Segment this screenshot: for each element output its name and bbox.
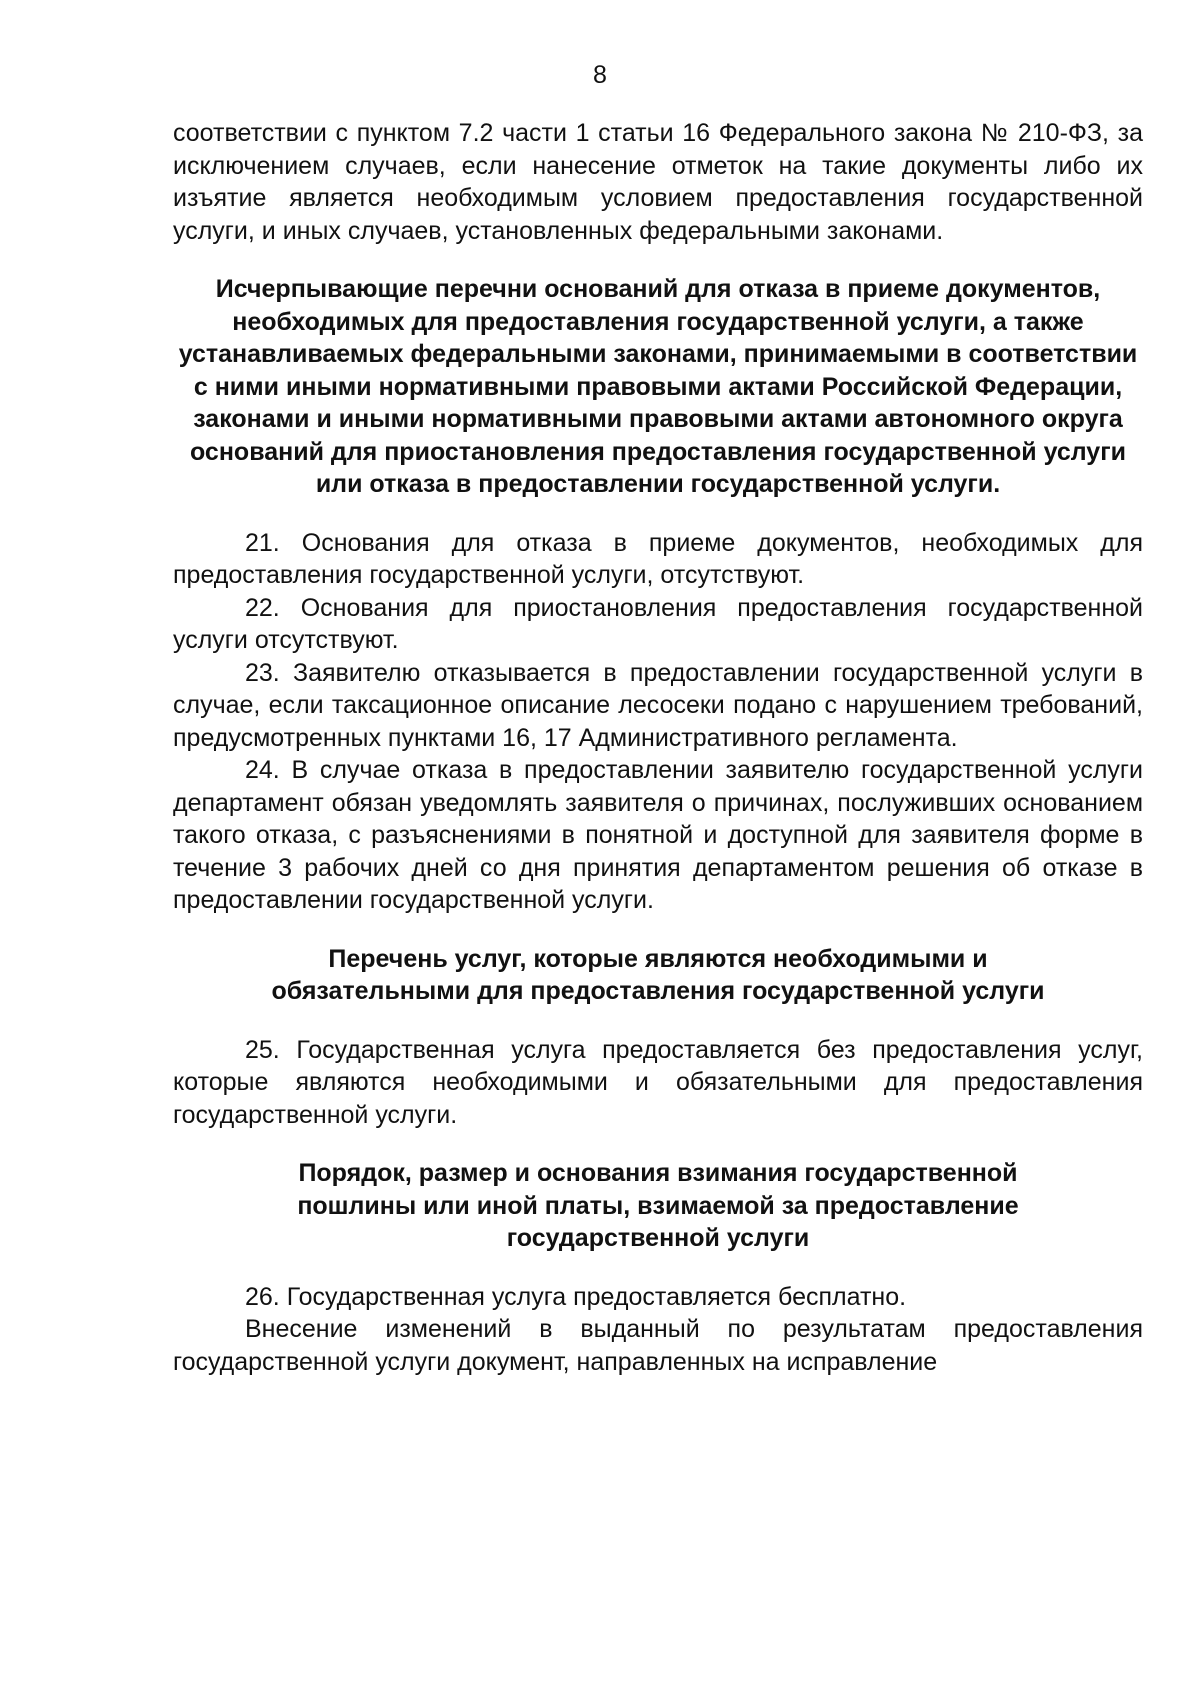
document-body <box>173 117 1143 1378</box>
page-number: 8 <box>593 61 607 89</box>
paragraph-25: 25. Государственная услуга предоставляется без предоставления услуг, которые являются необходимыми и обязательными для предоставления государственной услуги. <box>173 1035 1143 1129</box>
paragraph-21: 21. Основания для отказа в приеме документов, необходимых для предоставления государственной услуги, отсутствуют. <box>173 528 1143 589</box>
paragraph-26-continuation: Внесение изменений в выданный по результатам предоставления государственной услуги документ, направленных на исправление <box>173 1315 1143 1376</box>
paragraph-22: 22. Основания для приостановления предоставления государственной услуги отсутствуют. <box>173 593 1143 654</box>
paragraph-26: 26. Государственная услуга предоставляется бесплатно. <box>245 1282 907 1311</box>
intro-paragraph: соответствии с пунктом 7.2 части 1 статьи 16 Федерального закона № 210-ФЗ, за исключением случаев, если нанесение отметок на такие документы либо их изъятие является необходимым условием предоставления государственной услуги, и иных случаев, установленных федеральными законами. <box>173 119 1143 245</box>
paragraph-23: 23. Заявителю отказывается в предоставлении государственной услуги в случае, если таксационное описание лесосеки подано с нарушением требований, предусмотренных пунктами 16, 17 Административного регламента. <box>173 658 1143 752</box>
section-heading-fees: Порядок, размер и основания взимания государственной пошлины или иной платы, взимаемой за предоставление государственной услуги <box>297 1159 1019 1252</box>
paragraph-24: 24. В случае отказа в предоставлении заявителю государственной услуги департамент обязан уведомлять заявителя о причинах, послуживших основанием такого отказа, с разъяснениями в понятной и доступной для заявителя форме в течение 3 рабочих дней со дня принятия департаментом решения об отказе в предоставлении государственной услуги. <box>173 756 1143 914</box>
section-heading-refusal-grounds: Исчерпывающие перечни оснований для отказа в приеме документов, необходимых для предоставления государственной услуги, а также устанавливаемых федеральными законами, принимаемыми в соответствии с ними иными нормативными правовыми актами Российской Федерации, законами и иными нормативными правовыми актами автономного округа оснований для приостановления предоставления государственной услуги или отказа в предоставлении государственной услуги. <box>178 275 1138 498</box>
section-heading-required-services: Перечень услуг, которые являются необходимыми и обязательными для предоставления государственной услуги <box>271 944 1045 1005</box>
